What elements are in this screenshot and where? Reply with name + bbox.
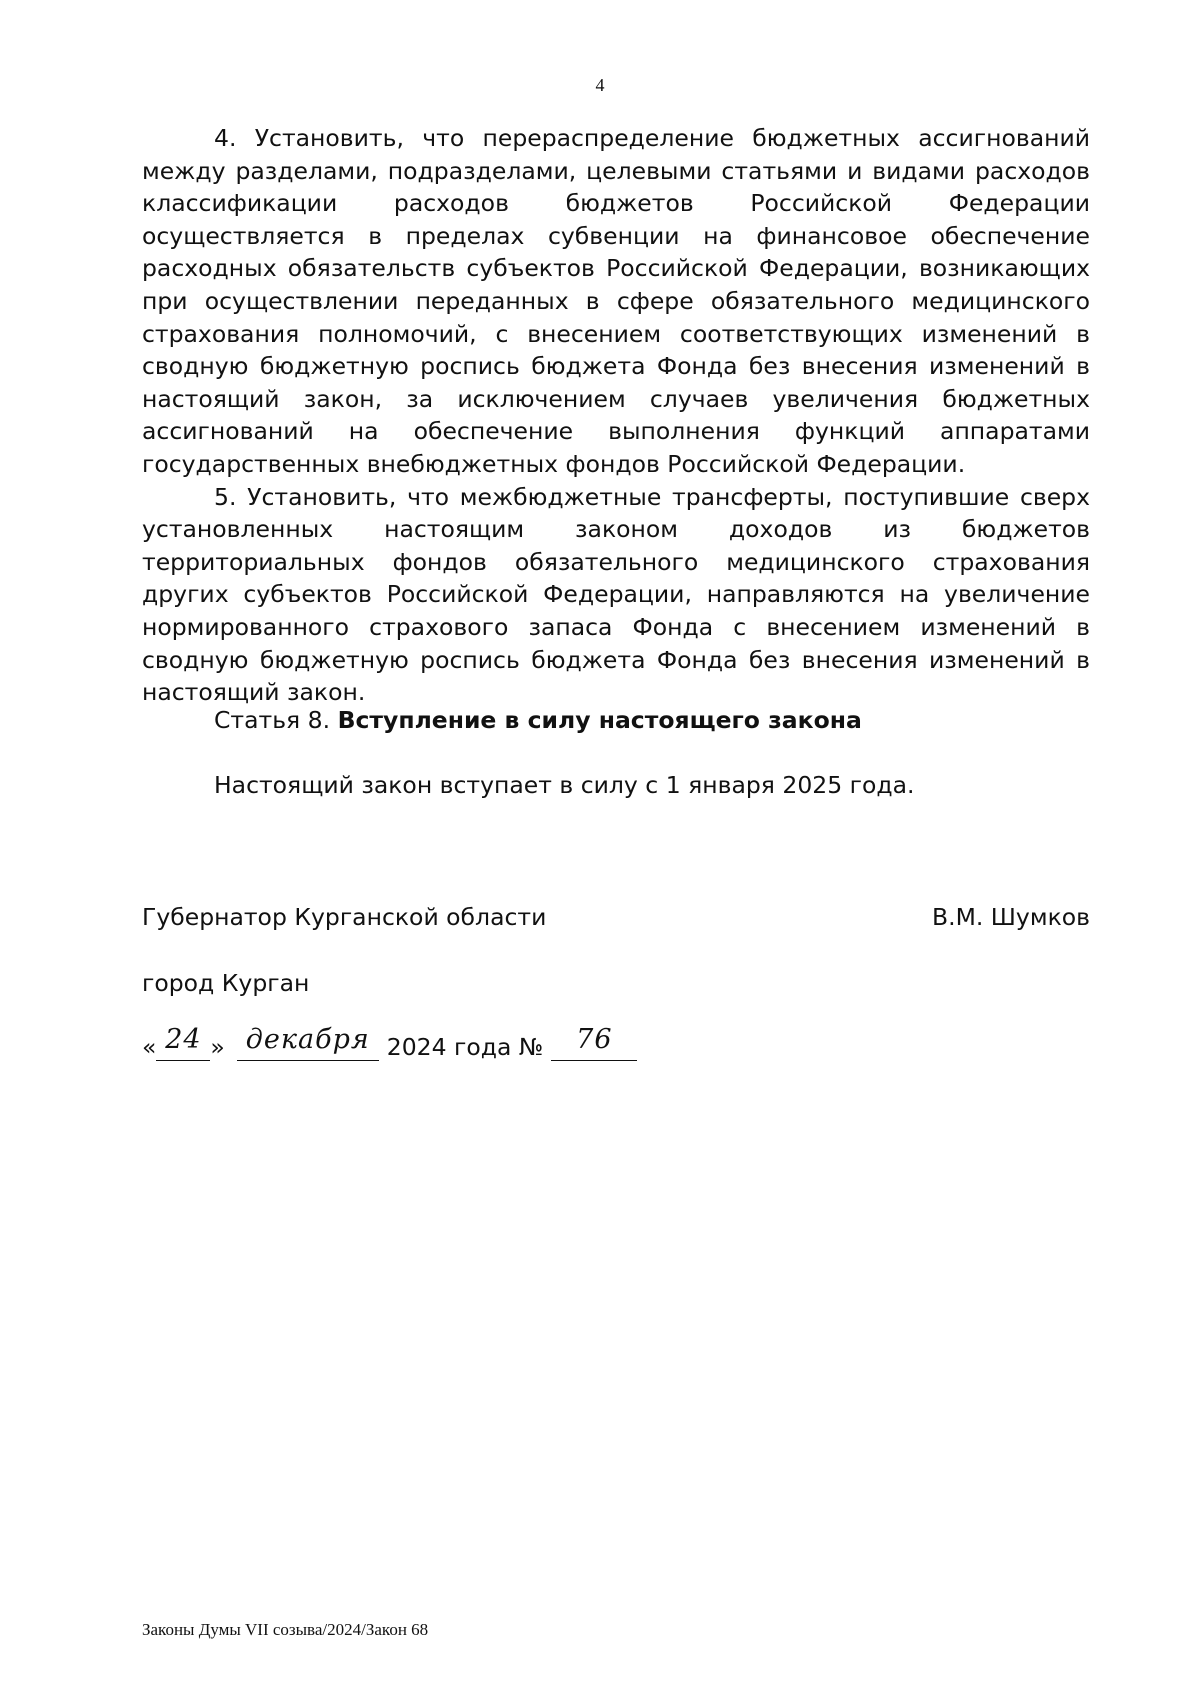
article-number: Статья 8. bbox=[214, 706, 331, 734]
law-number: 76 bbox=[576, 1024, 613, 1055]
date-close-quote: » bbox=[210, 1033, 225, 1061]
date-year-text: 2024 года № bbox=[386, 1033, 544, 1061]
effective-date-text: Настоящий закон вступает в силу с 1 января 2025 года. bbox=[214, 771, 915, 799]
city: город Курган bbox=[142, 969, 310, 997]
footer-reference: Законы Думы VII созыва/2024/Закон 68 bbox=[142, 1620, 429, 1639]
paragraph-4: 4. Установить, что перераспределение бюджетных ассигнований между разделами, подразделами, целевыми статьями и видами расходов классификации расходов бюджетов Российской Федерации осуществляется в пределах субвенции на финансовое обеспечение расходных обязательств субъектов Российской Федерации, возникающих при осуществлении переданных в сфере обязательного медицинского страхования полномочий, с внесением соответствующих изменений в сводную бюджетную роспись бюджета Фонда без внесения изменений в настоящий закон, за исключением случаев увеличения бюджетных ассигнований на обеспечение выполнения функций аппаратами государственных внебюджетных фондов Российской Федерации. bbox=[142, 124, 1090, 478]
signer-position: Губернатор Курганской области bbox=[142, 903, 547, 931]
date-open-quote: « bbox=[142, 1033, 157, 1061]
date-day: 24 bbox=[165, 1024, 202, 1055]
date-day-blank bbox=[156, 1024, 210, 1061]
law-number-blank bbox=[551, 1024, 637, 1061]
date-line bbox=[142, 1024, 637, 1061]
signer-name: В.М. Шумков bbox=[932, 903, 1090, 931]
law-text bbox=[142, 122, 1090, 709]
paragraph-5: 5. Установить, что межбюджетные трансферты, поступившие сверх установленных настоящим законом доходов из бюджетов территориальных фондов обязательного медицинского страхования других субъектов Российской Федерации, направляются на увеличение нормированного страхового запаса Фонда с внесением изменений в сводную бюджетную роспись бюджета Фонда без внесения изменений в настоящий закон. bbox=[142, 482, 1090, 707]
date-month-blank bbox=[237, 1024, 379, 1061]
page-number: 4 bbox=[595, 75, 605, 95]
article-heading bbox=[214, 706, 862, 734]
article-title: Вступление в силу настоящего закона bbox=[337, 706, 862, 734]
date-month: декабря bbox=[245, 1024, 370, 1055]
